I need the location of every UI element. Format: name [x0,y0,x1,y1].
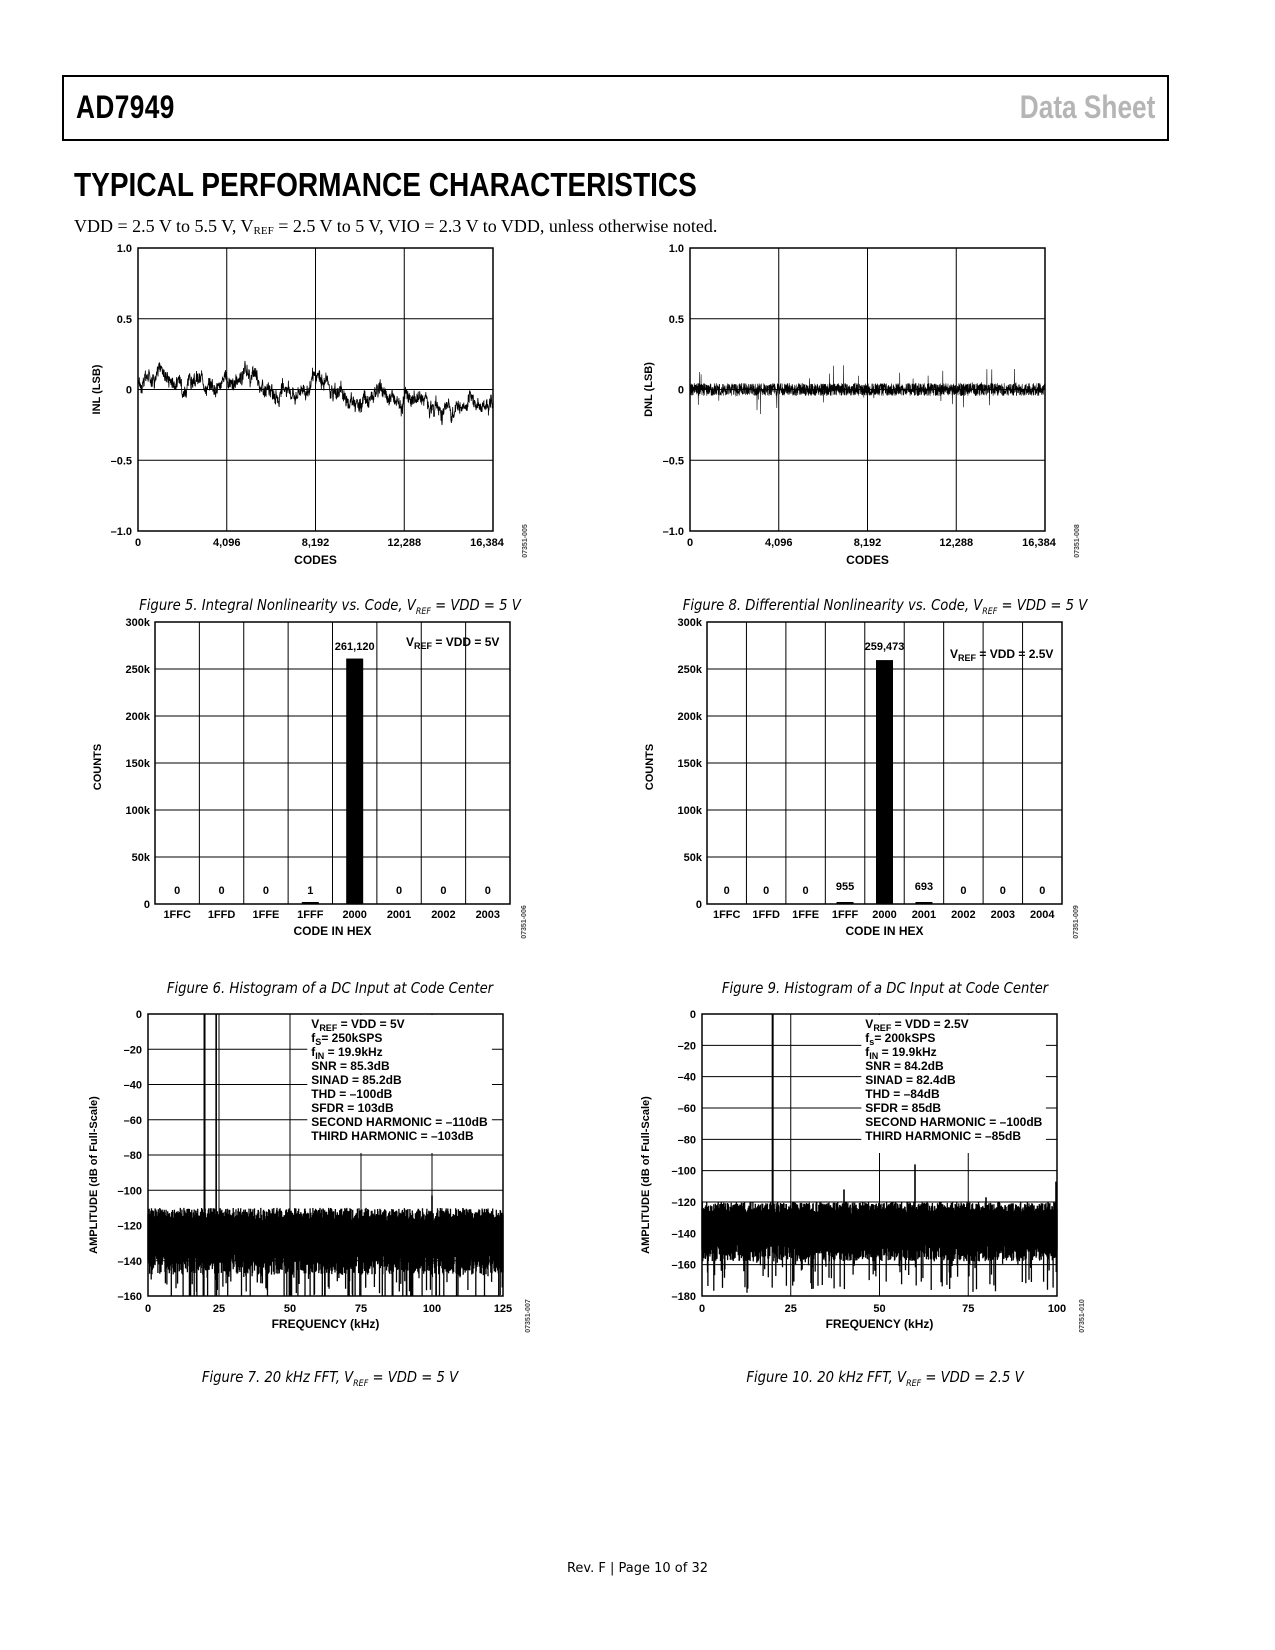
fft-2v5-chart [632,1009,1192,1372]
annot-vref: $V_{REF}$ = VDD = 2.5V [865,1017,969,1033]
x-tick-label: 2001 [911,909,937,921]
y-tick-label: –0.5 [110,455,132,468]
bar-value-label: 0 [723,885,730,897]
x-tick-label: 0 [134,537,142,549]
annot-fs: $f_s=$ 200kSPS [865,1031,936,1047]
noise-floor [148,1208,503,1296]
annot-line: SFDR = 103dB [311,1101,394,1115]
annot-line: SINAD = 85.2dB [311,1073,402,1087]
y-tick-label: –160 [671,1259,696,1272]
x-tick-label: 125 [493,1303,513,1315]
x-tick-label: 12,288 [387,537,422,549]
sheet-type: Data Sheet [1019,89,1155,125]
y-tick-label: –60 [123,1114,142,1127]
annot-line: SINAD = 82.4dB [865,1073,956,1087]
y-tick-label: –160 [117,1291,142,1303]
y-tick-label: –80 [677,1134,696,1147]
x-axis-label: CODE IN HEX [845,924,924,938]
conditions-text: VDD = 2.5 V to 5.5 V, $V_{REF} = 2.5$ V to 5 V, VIO = 2.3 V to VDD, unless otherwise noted. [74,216,718,237]
y-tick-label: 0 [695,899,702,911]
x-tick-label: 2002 [951,909,976,921]
bar-value-label: 0 [999,885,1006,897]
page-footer: Rev. F | Page 10 of 32 [566,1561,708,1576]
x-tick-label: 16,384 [1022,537,1056,549]
annot-fin: $f_{IN} = 19.9kHz$ [865,1045,937,1061]
y-tick-label: –100 [671,1165,696,1178]
x-tick-label: 100 [1047,1303,1067,1315]
annot-line: SECOND HARMONIC = –110dB [311,1115,488,1129]
x-tick-label: 2001 [386,909,412,921]
part-number: AD7949 [76,89,175,125]
x-tick-label: 0 [144,1303,152,1315]
y-tick-label: –120 [117,1220,142,1233]
x-tick-label: 1FFE [252,909,280,921]
y-tick-label: 50k [131,852,150,864]
x-axis-label: CODES [294,553,337,567]
dnl-chart [632,240,1192,595]
annot-line: SFDR = 85dB [865,1101,941,1115]
y-axis-label: AMPLITUDE (dB of Full-Scale) [88,1096,100,1254]
y-tick-label: 200k [677,711,702,723]
y-axis-label: COUNTS [92,743,104,791]
x-tick-label: 8,192 [853,537,882,549]
peak-count-label: 259,473 [864,641,905,653]
x-tick-label: 4,096 [212,537,241,549]
x-tick-label: 1FFC [712,909,741,921]
x-tick-label: 12,288 [939,537,974,549]
x-tick-label: 4,096 [764,537,793,549]
x-tick-label: 25 [212,1303,226,1315]
y-axis-label: DNL (LSB) [643,362,655,417]
y-axis-label: COUNTS [644,743,656,791]
figure-7-caption: Figure 7. 20 kHz FFT, $V_{REF}$ = VDD = 5 V [201,1368,459,1389]
x-tick-label: 50 [873,1303,886,1315]
y-tick-label: 50k [683,852,702,864]
header-box [62,75,1169,141]
bar-value-label: 0 [960,885,967,897]
y-tick-label: 200k [125,711,150,723]
annot-fs: $f_S=$ 250kSPS [311,1031,383,1047]
y-tick-label: –180 [671,1291,696,1303]
y-tick-label: –40 [123,1079,142,1092]
y-axis-label: AMPLITUDE (dB of Full-Scale) [640,1096,652,1254]
section-title: TYPICAL PERFORMANCE CHARACTERISTICS [74,166,697,203]
x-tick-label: 8,192 [301,537,330,549]
y-tick-label: 100k [125,805,150,817]
y-tick-label: –0.5 [662,455,684,468]
bar-value-label: 1 [307,885,314,897]
x-tick-label: 2000 [872,909,897,921]
y-tick-label: 1.0 [116,243,132,255]
y-tick-label: –80 [123,1150,142,1162]
x-tick-label: 2000 [342,909,367,921]
y-tick-label: –20 [123,1044,142,1057]
x-tick-label: 16,384 [470,537,504,549]
x-tick-label: 1FFF [831,909,859,921]
legend-vref: $V_{REF}$ = VDD = 5V [406,635,500,651]
histogram-bar [346,659,363,904]
annot-line: SECOND HARMONIC = –100dB [865,1115,1043,1129]
y-tick-label: –1.0 [662,526,684,538]
y-tick-label: –100 [117,1185,142,1198]
annot-line: SNR = 84.2dB [865,1059,944,1073]
bar-value-label: 0 [440,885,447,897]
figure-5-caption: Figure 5. Integral Nonlinearity vs. Code, $V_{REF}$ = VDD = 5 V [139,596,521,617]
histogram-bar [876,660,893,904]
y-tick-label: 0 [135,1009,142,1021]
figure-9-caption: Figure 9. Histogram of a DC Input at Code Center [721,979,1049,997]
x-tick-label: 1FFF [297,909,324,921]
annot-line: SNR = 85.3dB [311,1059,390,1073]
bar-value-label: 955 [835,881,855,893]
x-tick-label: 1FFC [163,909,191,921]
y-tick-label: 0 [143,899,150,911]
y-tick-label: 250k [125,664,150,676]
x-axis-label: FREQUENCY (kHz) [825,1317,934,1331]
x-tick-label: 1FFE [792,909,820,921]
x-tick-label: 0 [698,1303,706,1315]
figure-id: 07351-007 [525,1299,532,1333]
x-tick-label: 75 [962,1303,975,1315]
peak-count-label: 261,120 [334,641,375,653]
bar-value-label: 0 [763,885,770,897]
fft-5v-chart [80,1009,640,1372]
annot-line: THD = –84dB [865,1087,940,1101]
y-tick-label: 0 [689,1009,696,1021]
y-tick-label: –140 [671,1228,696,1241]
legend-vref: $V_{REF}$ = VDD = 2.5V [950,647,1054,663]
annot-line: THD = –100dB [311,1087,393,1101]
annot-line: THIRD HARMONIC = –85dB [865,1129,1021,1143]
bar-value-label: 0 [218,885,225,897]
x-tick-label: 0 [686,537,694,549]
figure-id: 07351-009 [1073,905,1080,939]
bar-value-label: 0 [802,885,809,897]
x-tick-label: 1FFD [207,909,236,921]
x-axis-label: FREQUENCY (kHz) [271,1317,380,1331]
figure-id: 07351-006 [521,905,528,939]
y-tick-label: 300k [677,617,702,629]
bar-value-label: 0 [1039,885,1046,897]
figure-id: 07351-008 [1074,524,1081,558]
y-tick-label: 150k [125,758,150,770]
y-tick-label: 0.5 [116,313,132,326]
histogram-2v5-chart [632,617,1192,982]
y-tick-label: 0 [677,384,684,397]
y-tick-label: –140 [117,1255,142,1268]
bar-value-label: 0 [396,885,403,897]
figure-10-caption: Figure 10. 20 kHz FFT, $V_{REF}$ = VDD = 2.5 V [746,1368,1024,1389]
x-axis-label: CODES [846,553,889,567]
x-tick-label: 2003 [990,909,1016,921]
x-axis-label: CODE IN HEX [293,924,372,938]
x-tick-label: 2003 [475,909,501,921]
y-tick-label: –20 [677,1040,696,1053]
annot-fin: $f_{IN} = 19.9kHz$ [311,1045,383,1061]
y-tick-label: 300k [125,617,150,629]
y-axis-label: INL (LSB) [91,364,103,415]
y-tick-label: 150k [677,758,702,770]
y-tick-label: –120 [671,1197,696,1209]
y-tick-label: 0 [125,384,132,397]
x-tick-label: 2004 [1030,909,1055,921]
x-tick-label: 2002 [431,909,456,921]
figure-8-caption: Figure 8. Differential Nonlinearity vs. Code, $V_{REF}$ = VDD = 5 V [682,596,1088,617]
y-tick-label: 1.0 [668,243,684,255]
x-tick-label: 75 [354,1303,368,1315]
y-tick-label: –1.0 [110,526,132,538]
y-tick-label: 0.5 [668,313,684,326]
figure-id: 07351-005 [522,524,529,558]
inl-chart [80,240,640,595]
x-tick-label: 100 [422,1303,442,1315]
bar-value-label: 693 [914,881,934,893]
figure-6-caption: Figure 6. Histogram of a DC Input at Code Center [166,979,494,997]
histogram-5v-chart [80,617,640,982]
bar-value-label: 0 [484,885,491,897]
x-tick-label: 25 [784,1303,797,1315]
bar-value-label: 0 [262,885,269,897]
figure-id: 07351-010 [1079,1299,1086,1333]
x-tick-label: 50 [283,1303,297,1315]
y-tick-label: –40 [677,1071,696,1084]
annot-line: THIRD HARMONIC = –103dB [311,1129,474,1143]
bar-value-label: 0 [174,885,181,897]
y-tick-label: –60 [677,1103,696,1115]
annot-vref: $V_{REF}$ = VDD = 5V [311,1017,405,1033]
x-tick-label: 1FFD [752,909,780,921]
y-tick-label: 100k [677,805,702,817]
y-tick-label: 250k [677,664,702,676]
